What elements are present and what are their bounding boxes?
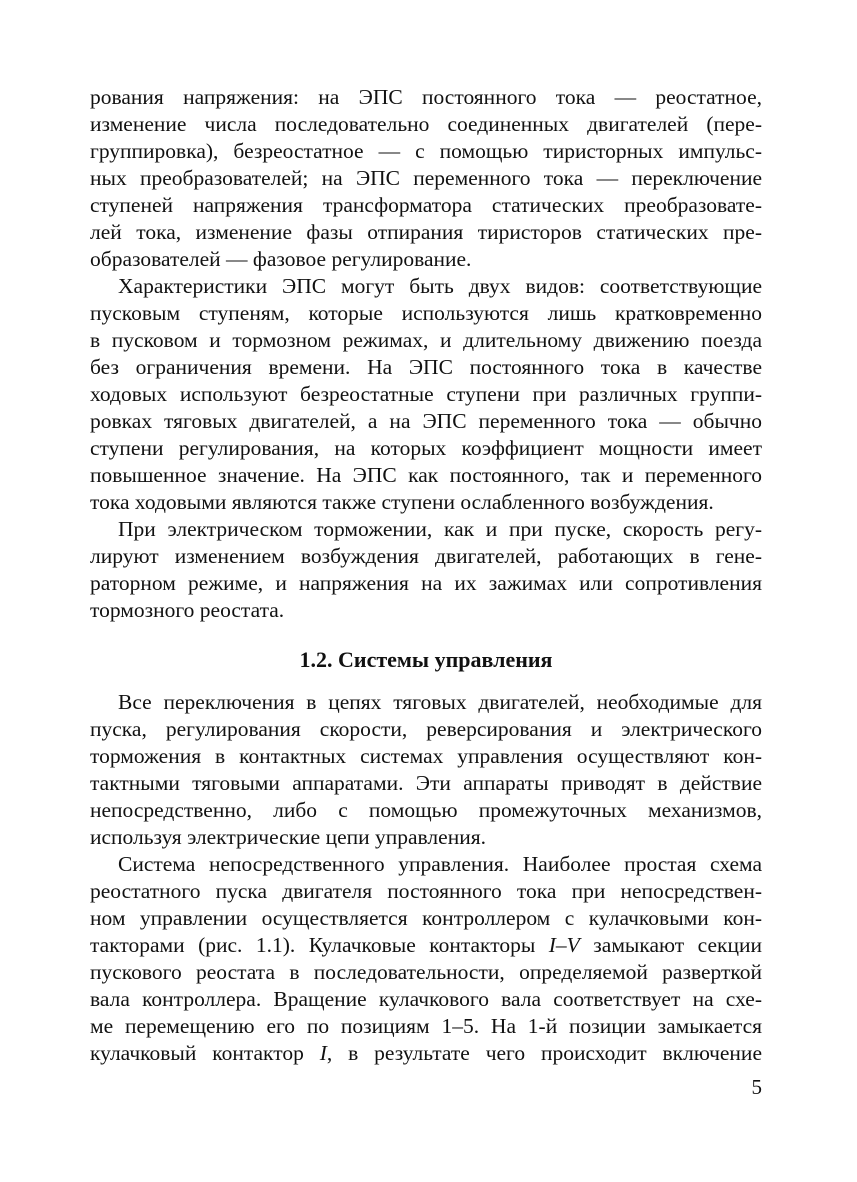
- text-line: тормозного реостата.: [90, 598, 285, 622]
- text-line: ходовых используют безреостатные ступени при различных группи-: [90, 382, 762, 406]
- text-line: торможения в контактных системах управления осуществляют кон-: [90, 744, 762, 768]
- text-line: рования напряжения: на ЭПС постоянного тока — реостатное,: [90, 85, 762, 109]
- section-heading: 1.2. Системы управления: [299, 647, 553, 672]
- text-line: раторном режиме, и напряжения на их зажимах или сопротивления: [90, 571, 762, 595]
- paragraph: [90, 84, 762, 273]
- text-line: реостатного пуска двигателя постоянного тока при непосредствен-: [90, 879, 762, 903]
- text-line: тактными тяговыми аппаратами. Эти аппараты приводят в действие: [90, 771, 762, 795]
- text-line: пускового реостата в последовательности, определяемой разверткой: [90, 960, 762, 984]
- text-block-top: [90, 84, 762, 624]
- text-line: ном управлении осуществляется контроллером с кулачковыми кон-: [90, 906, 762, 930]
- page-number: 5: [751, 1075, 762, 1099]
- text-line: ровках тяговых двигателей, а на ЭПС переменного тока — обычно: [90, 409, 762, 433]
- text-line: кулачковый контактор I, в результате чего происходит включение: [90, 1041, 762, 1065]
- text-line: непосредственно, либо с помощью промежуточных механизмов,: [90, 798, 762, 822]
- text-line: в пусковом и тормозном режимах, и длительному движению поезда: [90, 328, 762, 352]
- paragraph: [90, 689, 762, 851]
- text-line: ме перемещению его по позициям 1–5. На 1-й позиции замыкается: [90, 1014, 762, 1038]
- text-line: ступеней напряжения трансформатора статических преобразовате-: [90, 193, 762, 217]
- text-line: изменение числа последовательно соединенных двигателей (пере-: [90, 112, 762, 136]
- text-line: такторами (рис. 1.1). Кулачковые контакторы I–V замыкают секции: [90, 933, 762, 957]
- paragraph: [90, 273, 762, 516]
- text-line: вала контроллера. Вращение кулачкового вала соответствует на схе-: [90, 987, 762, 1011]
- text-line: группировка), безреостатное — с помощью тиристорных импульс-: [90, 139, 762, 163]
- text-line: без ограничения времени. На ЭПС постоянного тока в качестве: [90, 355, 762, 379]
- text-line: лей тока, изменение фазы отпирания тиристоров статических пре-: [90, 220, 762, 244]
- text-line: используя электрические цепи управления.: [90, 825, 486, 849]
- text-line: При электрическом торможении, как и при пуске, скорость регу-: [118, 517, 762, 541]
- text-line: Характеристики ЭПС могут быть двух видов: соответствующие: [118, 274, 762, 298]
- text-line: повышенное значение. На ЭПС как постоянного, так и переменного: [90, 463, 762, 487]
- text-line: образователей — фазовое регулирование.: [90, 247, 472, 271]
- text-line: пуска, регулирования скорости, реверсирования и электрического: [90, 717, 762, 741]
- text-line: лируют изменением возбуждения двигателей, работающих в гене-: [90, 544, 762, 568]
- text-line: Система непосредственного управления. Наиболее простая схема: [118, 852, 762, 876]
- paragraph: [90, 851, 762, 1067]
- text-block-bottom: [90, 689, 762, 1067]
- text-line: Все переключения в цепях тяговых двигателей, необходимые для: [118, 690, 762, 714]
- text-line: пусковым ступеням, которые используются лишь кратковременно: [90, 301, 762, 325]
- text-line: ступени регулирования, на которых коэффициент мощности имеет: [90, 436, 762, 460]
- text-line: ных преобразователей; на ЭПС переменного тока — переключение: [90, 166, 762, 190]
- paragraph: [90, 516, 762, 624]
- text-line: тока ходовыми являются также ступени ослабленного возбуждения.: [90, 490, 714, 514]
